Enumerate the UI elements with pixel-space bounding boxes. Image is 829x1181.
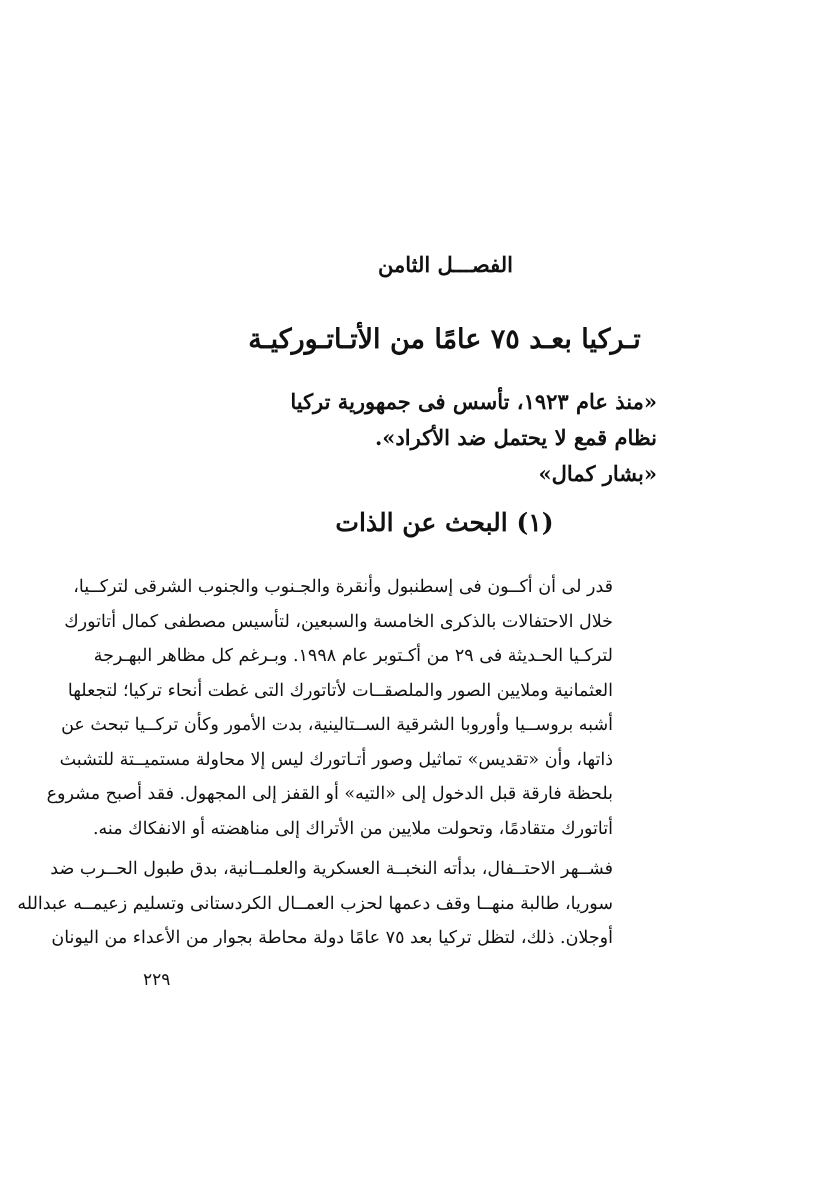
epigraph-attribution: «بشار كمال» — [538, 461, 657, 486]
epigraph-quote — [137, 384, 657, 492]
text-line: خلال الاحتفالات بالذكرى الخامسة والسبعين، لتأسيس مصطفى كمال أتاتورك — [64, 611, 613, 632]
chapter-title: تـركيا بعـد ٧٥ عامًا من الأتـاتـوركيـة — [248, 324, 641, 355]
text-line: أوجلان. ذلك، لتظل تركيا بعد ٧٥ عامًا دولة محاطة بجوار من الأعداء من اليونان — [51, 928, 613, 948]
text-line: لتركـيا الحـديثة فى ٢٩ من أكـتوبر عام ١٩٩٨. وبـرغم كل مظاهر البهـرجة — [93, 646, 613, 666]
epigraph-line: «منذ عام ١٩٢٣، تأسس فى جمهورية تركيا — [290, 389, 657, 414]
text-line: أتاتورك متقادمًا، وتحولت ملايين من الأتراك إلى مناهضته أو الانفكاك منه. — [92, 818, 613, 839]
epigraph-line: نظام قمع لا يحتمل ضد الأكراد». — [374, 425, 657, 450]
page-number: ٢٢٩ — [143, 970, 171, 990]
section-heading: (١) البحث عن الذات — [335, 508, 554, 537]
text-line: العثمانية وملايين الصور والملصقــات لأتاتورك التى غطت أنحاء تركيا؛ لتجعلها — [67, 680, 613, 701]
text-line: أشبه بروســيا وأوروبا الشرقية الســتالينية، بدت الأمور وكأن تركــيا تبحث عن — [61, 715, 613, 735]
chapter-label: الفصـــل الثامن — [378, 252, 513, 277]
paragraph — [1, 852, 641, 956]
body-text — [1, 570, 641, 956]
text-line: فشــهر الاحتــفال، بدأته النخبــة العسكرية والعلمــانية، بدق طبول الحــرب ضد — [50, 859, 613, 879]
text-line: قدر لى أن أكــون فى إسطنبول وأنقرة والجـنوب والجنوب الشرقى لتركــيا، — [73, 577, 613, 597]
paragraph — [1, 570, 641, 846]
text-line: سوريا، طالبة منهــا وقف دعمها لحزب العمــال الكردستانى وتسليم زعيمــه عبدالله — [17, 893, 613, 914]
text-line: ذاتها، وأن «تقديس» تماثيل وصور أتـاتورك ليس إلا محاولة مستميــتة للتشبث — [59, 749, 613, 770]
text-line: بلحظة فارقة قبل الدخول إلى «التيه» أو القفز إلى المجهول. فقد أصبح مشروع — [46, 784, 613, 804]
